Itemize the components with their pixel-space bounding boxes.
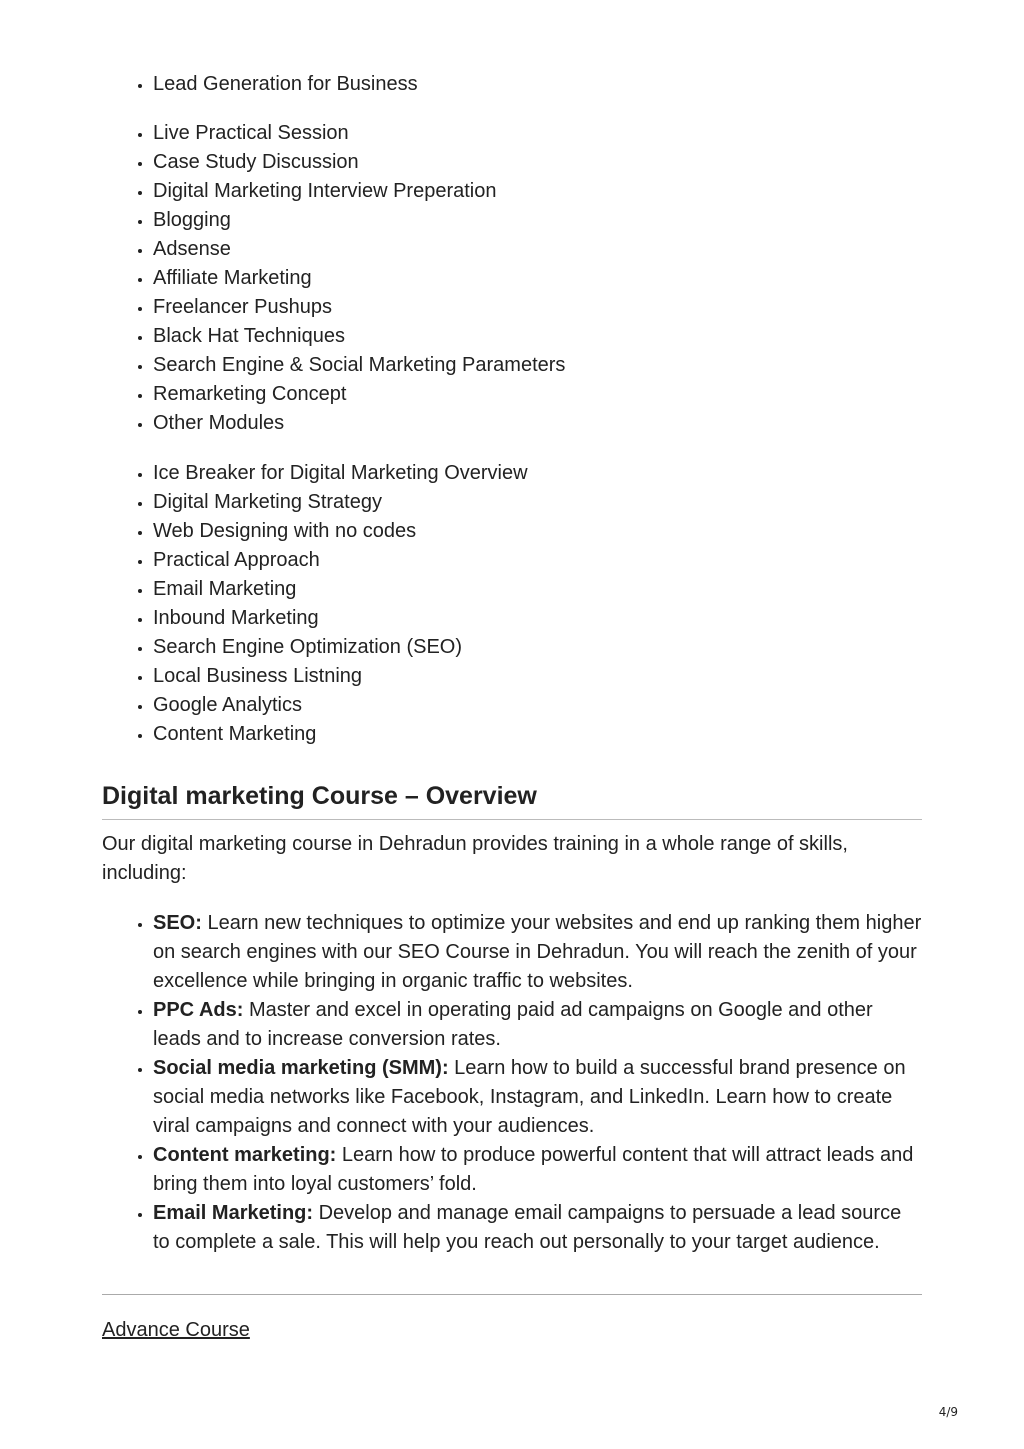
list-item: • Digital Marketing Strategy bbox=[153, 488, 922, 517]
page-number: 4/9 bbox=[938, 1405, 958, 1419]
list-item bbox=[153, 996, 922, 1054]
list-item: • Blogging bbox=[153, 206, 922, 235]
course-topic-list-1 bbox=[102, 70, 922, 99]
section-divider bbox=[102, 1294, 922, 1295]
list-item: • Ice Breaker for Digital Marketing Overview bbox=[153, 459, 922, 488]
list-item bbox=[153, 1199, 922, 1257]
skill-description: Develop and manage email campaigns to persuade a lead source to complete a sale. This will help you reach out personally to your target audience. bbox=[153, 1202, 902, 1253]
skill-description: Learn how to build a successful brand presence on social media networks like Facebook, Instagram, and LinkedIn. Learn how to create viral campaigns and connect with your audiences. bbox=[153, 1057, 906, 1137]
page-content bbox=[102, 70, 922, 1345]
skill-term: PPC Ads: bbox=[153, 999, 244, 1021]
list-item: • Inbound Marketing bbox=[153, 604, 922, 633]
list-item: • Google Analytics bbox=[153, 691, 922, 720]
list-item: • Practical Approach bbox=[153, 546, 922, 575]
list-item bbox=[153, 1054, 922, 1141]
list-item: • Affiliate Marketing bbox=[153, 264, 922, 293]
list-item: • Other Modules bbox=[153, 409, 922, 438]
overview-intro: Our digital marketing course in Dehradun provides training in a whole range of skills, including: bbox=[102, 833, 848, 884]
list-item: • Web Designing with no codes bbox=[153, 517, 922, 546]
skill-term: SEO: bbox=[153, 912, 202, 934]
list-item: • Black Hat Techniques bbox=[153, 322, 922, 351]
list-item: • Adsense bbox=[153, 235, 922, 264]
list-item: • Lead Generation for Business bbox=[153, 70, 922, 99]
list-item: • Email Marketing bbox=[153, 575, 922, 604]
skill-term: Email Marketing: bbox=[153, 1202, 314, 1224]
list-item: • Digital Marketing Interview Preperation bbox=[153, 177, 922, 206]
course-topic-list-3 bbox=[102, 459, 922, 749]
advance-course-link[interactable]: Advance Course bbox=[102, 1319, 250, 1341]
skill-description: Learn new techniques to optimize your websites and end up ranking them higher on search engines with our SEO Course in Dehradun. You will reach the zenith of your excellence while bringing in organic traffic to websites. bbox=[153, 912, 922, 992]
skill-term: Social media marketing (SMM): bbox=[153, 1057, 449, 1079]
skill-description: Master and excel in operating paid ad campaigns on Google and other leads and to increase conversion rates. bbox=[153, 999, 873, 1050]
course-topic-list-2 bbox=[102, 119, 922, 438]
overview-skill-list bbox=[102, 909, 922, 1257]
list-item: • Content Marketing bbox=[153, 720, 922, 749]
list-item: • Search Engine & Social Marketing Parameters bbox=[153, 351, 922, 380]
list-item: • Local Business Listning bbox=[153, 662, 922, 691]
skill-term: Content marketing: bbox=[153, 1144, 337, 1166]
list-item: • Case Study Discussion bbox=[153, 148, 922, 177]
list-item: • Remarketing Concept bbox=[153, 380, 922, 409]
list-item: • Freelancer Pushups bbox=[153, 293, 922, 322]
list-item bbox=[153, 909, 922, 996]
list-item: • Live Practical Session bbox=[153, 119, 922, 148]
list-item bbox=[153, 1141, 922, 1199]
overview-heading: Digital marketing Course – Overview bbox=[102, 779, 922, 820]
skill-description: Learn how to produce powerful content that will attract leads and bring them into loyal customers’ fold. bbox=[153, 1144, 914, 1195]
list-item: • Search Engine Optimization (SEO) bbox=[153, 633, 922, 662]
